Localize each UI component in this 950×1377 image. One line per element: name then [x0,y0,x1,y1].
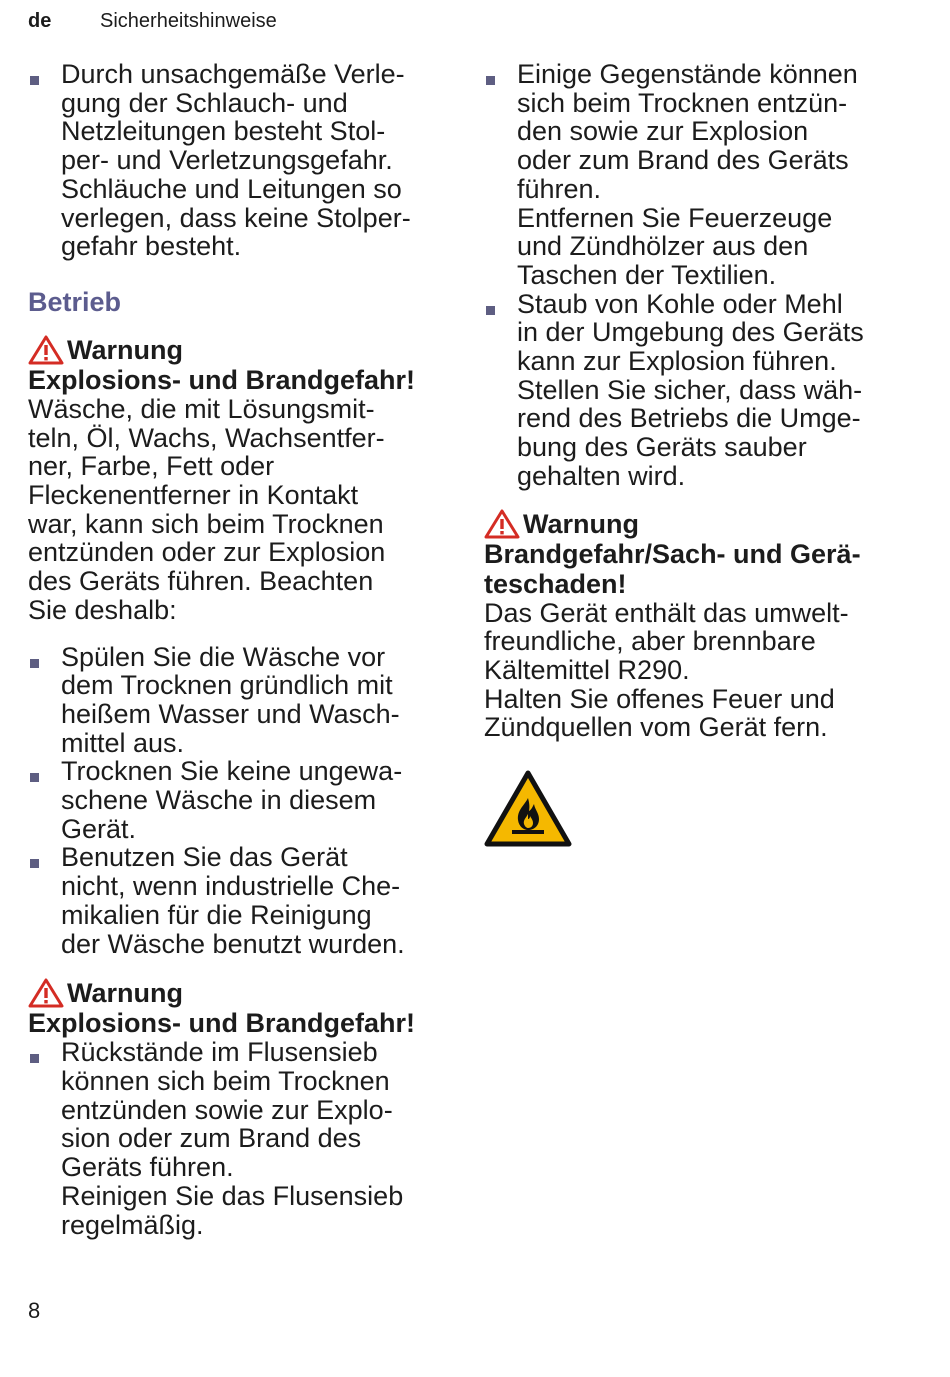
warning-triangle-icon [484,509,520,539]
text-line: ner, Farbe, Fett oder [28,451,275,482]
text-line: kann zur Explosion führen. [517,346,837,377]
list-item [28,757,458,843]
text-line: und Zündhölzer aus den [517,231,809,262]
left-column [28,60,458,1239]
warning-title [28,335,458,365]
warning-text [484,599,914,743]
text-line: Benutzen Sie das Gerät [61,842,348,873]
text-line: Durch unsachgemäße Verle- [61,59,405,89]
text-line: sich beim Trocknen entzün- [517,87,848,118]
warning-block-1 [28,335,458,958]
list-item [28,60,458,261]
text-line: Wäsche, die mit Lösungsmit- [28,393,375,424]
text-line: Halten Sie offenes Feuer und [484,683,835,714]
language-code: de [28,10,52,32]
text-line: sion oder zum Brand des [61,1123,362,1154]
text-line: oder zum Brand des Geräts [517,145,849,176]
text-line: per- und Verletzungsgefahr. [61,145,393,176]
warning-triangle-icon [28,335,64,365]
text-line: nicht, wenn industrielle Che- [61,871,401,902]
text-line: Kältemittel R290. [484,654,690,685]
text-line: Schläuche und Leitungen so [61,173,402,204]
warning-bullet-list [28,1038,458,1239]
text-line: Einige Gegenstände können [517,59,858,89]
text-line: Das Gerät enthält das umwelt- [484,597,849,628]
text-line: in der Umgebung des Geräts [517,317,864,348]
text-line: teschaden! [484,568,627,599]
list-item [28,1038,458,1239]
warning-block-2 [28,978,458,1239]
text-line: Spülen Sie die Wäsche vor [61,641,386,672]
right-column [484,60,914,854]
text-line: Geräts führen. [61,1152,234,1183]
text-line: bung des Geräts sauber [517,432,807,463]
text-line: Brandgefahr/Sach- und Gerä- [484,538,861,569]
text-line: können sich beim Trocknen [61,1065,390,1096]
text-line: Taschen der Textilien. [517,259,777,290]
warning-text [28,395,458,625]
flammable-warning-sign-icon [484,770,572,848]
warning-title [28,978,458,1008]
text-line: des Geräts führen. Beachten [28,566,374,597]
text-line: Netzleitungen besteht Stol- [61,116,386,147]
text-line: Fleckenentferner in Kontakt [28,480,359,511]
text-line: verlegen, dass keine Stolper- [61,202,411,233]
list-item [484,60,914,290]
warning-subtitle: Explosions- und Brandgefahr! [28,364,416,395]
text-line: schene Wäsche in diesem [61,785,377,816]
section-name: Sicherheitshinweise [100,10,277,32]
text-line: teln, Öl, Wachs, Wachsentfer- [28,422,385,453]
text-line: Reinigen Sie das Flusensieb [61,1180,404,1211]
text-line: mikalien für die Reinigung [61,899,372,930]
text-line: heißem Wasser und Wasch- [61,698,400,729]
text-line: Zündquellen vom Gerät fern. [484,712,828,743]
warning-label: Warnung [67,334,183,365]
warning-block-3 [484,509,914,854]
list-item [28,643,458,758]
text-line: der Wäsche benutzt wurden. [61,928,405,959]
text-line: Stellen Sie sicher, dass wäh- [517,374,863,405]
warning-label: Warnung [523,508,639,539]
text-line: Entfernen Sie Feuerzeuge [517,202,833,233]
text-line: regelmäßig. [61,1209,204,1240]
warning-title [484,509,914,539]
text-line: mittel aus. [61,727,185,758]
text-line: Trocknen Sie keine ungewa- [61,756,403,787]
text-line: Sie deshalb: [28,594,177,625]
page-header [28,9,277,33]
warning-subtitle: Explosions- und Brandgefahr! [28,1008,416,1039]
flammable-sign [484,770,914,854]
text-line: rend des Betriebs die Umge- [517,403,861,434]
warning-bullet-list [28,643,458,959]
warning-subtitle [484,539,914,599]
text-line: entzünden oder zur Explosion [28,537,386,568]
text-line: gung der Schlauch- und [61,87,348,118]
text-line: entzünden sowie zur Explo- [61,1094,393,1125]
text-line: gehalten wird. [517,460,686,491]
right-bullet-list [484,60,914,491]
text-line: freundliche, aber brennbare [484,626,816,657]
warning-triangle-icon [28,978,64,1008]
list-item [484,290,914,491]
warning-label: Warnung [67,978,183,1009]
text-line: dem Trocknen gründlich mit [61,670,393,701]
text-line: gefahr besteht. [61,231,242,262]
text-line: führen. [517,173,602,204]
text-line: Rückstände im Flusensieb [61,1037,378,1068]
text-line: war, kann sich beim Trocknen [28,508,384,539]
list-item [28,843,458,958]
intro-bullet-list [28,60,458,261]
text-line: Staub von Kohle oder Mehl [517,288,843,319]
page-number: 8 [28,1298,41,1323]
text-line: Gerät. [61,813,137,844]
section-heading: Betrieb [28,286,122,317]
text-line: den sowie zur Explosion [517,116,809,147]
